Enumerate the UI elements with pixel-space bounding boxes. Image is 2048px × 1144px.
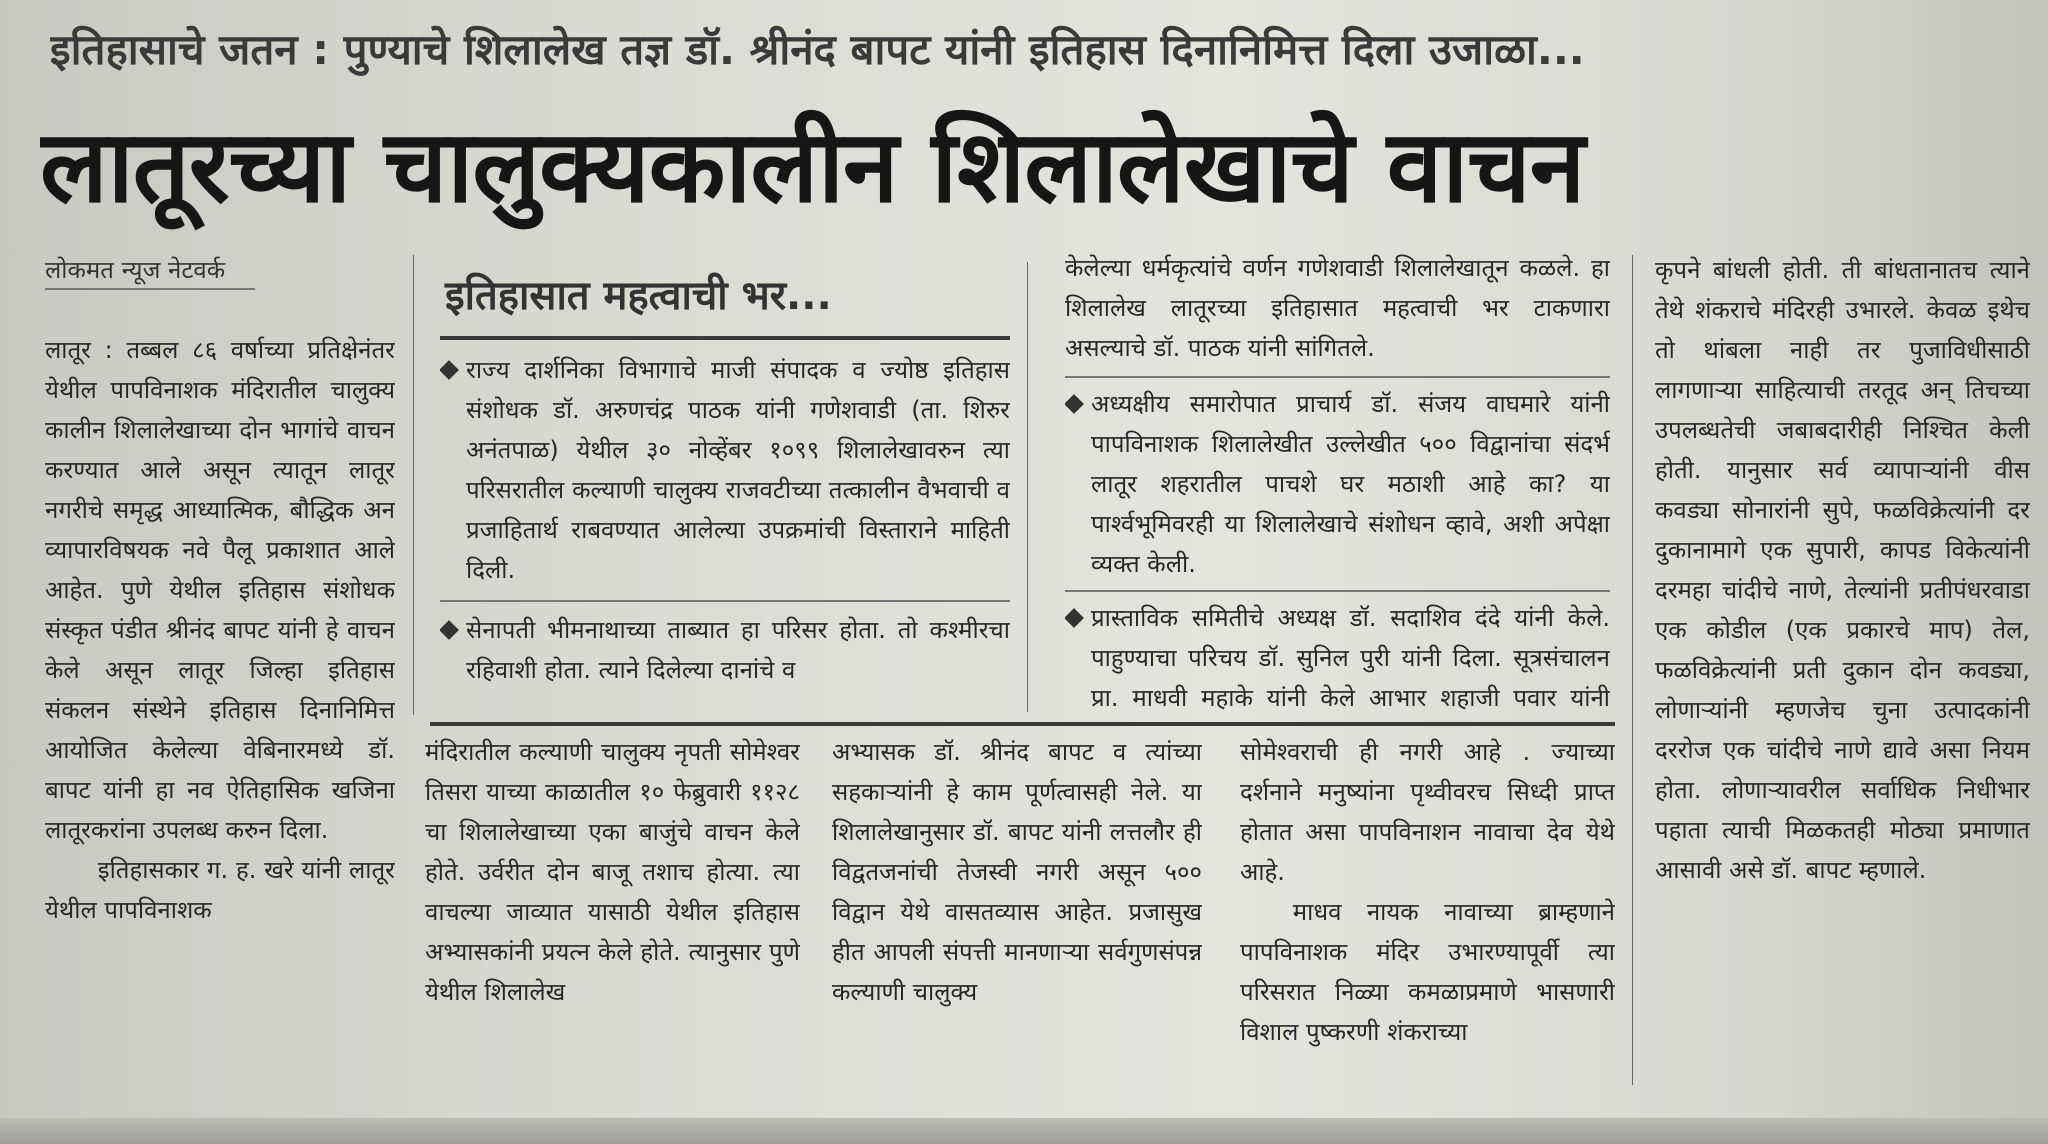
box-bottom-rule	[430, 722, 1615, 726]
box-center-divider	[1027, 262, 1028, 712]
column-2	[425, 732, 800, 1092]
column-5	[1655, 250, 2030, 1090]
column-1	[45, 330, 395, 1090]
column-5-paragraph: कृपने बांधली होती. ती बांधतानातच त्याने तेथे शंकराचे मंदिरही उभारले. केवळ इथेच तो थांबला नाही तर पुजाविधीसाठी लागणाऱ्या साहित्याची तरतूद अन् तिचच्या उपलब्धतेची जबाबदारीही निश्चित केली होती. यानुसार सर्व व्यापाऱ्यांनी वीस कवड्या सोनारांनी सुपे, फळविक्रेत्यांनी दर दुकानामागे एक सुपारी, कापड विकेत्यांनी दरमहा चांदीचे नाणे, तेल्यांनी प्रतीपंधरवाडा एक कोडील (एक प्रकारचे माप) तेल, फळविक्रेत्यांनी प्रती दुकान दोन कवड्या, लोणाऱ्यांनी म्हणजेच चुना उत्पादकांनी दररोज एक चांदीचे नाणे द्यावे असा नियम होता. लोणाऱ्यावरील सर्वाधिक निधीभार पहाता त्याची मिळकतही मोठ्या प्रमाणात आसावी असे डॉ. बापट म्हणाले.	[1655, 256, 2030, 884]
column-4-paragraph: सोमेश्वराची ही नगरी आहे . ज्याच्या दर्शनाने मनुष्यांना पृथ्वीवरच सिध्दी प्राप्त होतात असा पापविनाशन नावाचा देव येथे आहे.	[1240, 738, 1615, 886]
column-1-paragraph: इतिहासकार ग. ह. खरे यांनी लातूर येथील पापविनाशक	[45, 856, 395, 924]
diamond-bullet-icon	[1065, 394, 1084, 414]
article-kicker: इतिहासाचे जतन : पुण्याचे शिलालेख तज्ञ डॉ. श्रीनंद बापट यांनी इतिहास दिनानिमित्त दिला उजाळा...	[50, 25, 1585, 74]
column-divider	[413, 255, 414, 715]
box-item	[1065, 384, 1610, 584]
box-item-text: प्रास्ताविक समितीचे अध्यक्ष डॉ. सदाशिव दंदे यांनी केले. पाहुण्याचा परिचय डॉ. सुनिल पुरी यांनी दिला. सूत्रसंचालन प्रा. माधवी महाके यांनी केले आभार शहाजी पवार यांनी	[1091, 604, 1610, 712]
article-byline: लोकमत न्यूज नेटवर्क	[45, 256, 226, 284]
box-item	[440, 610, 1010, 690]
box-right-column	[1065, 248, 1610, 718]
box-title-rule	[440, 336, 1010, 340]
column-4	[1240, 732, 1615, 1092]
column-divider	[1632, 255, 1633, 1085]
byline-underline	[45, 288, 255, 290]
column-3-paragraph: अभ्यासक डॉ. श्रीनंद बापट व त्यांच्या सहकाऱ्यांनी हे काम पूर्णत्वासही नेले. या शिलालेखानुसार डॉ. बापट यांनी लत्तलौर ही विद्वतजनांची तेजस्वी नगरी असून ५०० विद्वान येथे वासतव्यास आहेत. प्रजासुख हीत आपली संपत्ती मानणाऱ्या सर्वगुणसंपन्न कल्याणी चालुक्य	[832, 738, 1202, 1006]
box-item-divider	[1065, 376, 1610, 378]
column-3	[832, 732, 1202, 1092]
box-item-divider	[1065, 590, 1610, 592]
column-2-paragraph: मंदिरातील कल्याणी चालुक्य नृपती सोमेश्वर तिसरा याच्या काळातील १० फेब्रुवारी ११२८ चा शिलालेखाच्या एका बाजुंचे वाचन केले होते. उर्वरीत दोन बाजू तशाच होत्या. त्या वाचल्या जाव्यात यासाठी येथील इतिहास अभ्यासकांनी प्रयत्न केले होते. त्यानुसार पुणे येथील शिलालेख	[425, 738, 800, 1006]
box-right-continuation: केलेल्या धर्मकृत्यांचे वर्णन गणेशवाडी शिलालेखातून कळले. हा शिलालेख लातूरच्या इतिहासात महत्वाची भर टाकणारा असल्याचे डॉ. पाठक यांनी सांगितले.	[1065, 254, 1610, 362]
box-item-text: अध्यक्षीय समारोपात प्राचार्य डॉ. संजय वाघमारे यांनी पापविनाशक शिलालेखीत उल्लेखीत ५०० विद्वानांचा संदर्भ लातूर शहरातील पाचशे घर मठाशी आहे का? या पार्श्वभूमिवरही या शिलालेखाचे संशोधन व्हावे, अशी अपेक्षा व्यक्त केली.	[1091, 390, 1610, 578]
box-title: इतिहासात महत्वाची भर...	[445, 273, 832, 319]
diamond-bullet-icon	[440, 360, 459, 380]
column-1-paragraph: लातूर : तब्बल ८६ वर्षाच्या प्रतिक्षेनंतर येथील पापविनाशक मंदिरातील चालुक्य कालीन शिलालेखाच्या दोन भागांचे वाचन करण्यात आले असून त्यातून लातूर नगरीचे समृद्ध आध्यात्मिक, बौद्धिक अन व्यापारविषयक नवे पैलू प्रकाशात आले आहेत. पुणे येथील इतिहास संशोधक संस्कृत पंडीत श्रीनंद बापट यांनी हे वाचन केले असून लातूर जिल्हा इतिहास संकलन संस्थेने इतिहास दिनानिमित्त आयोजित केलेल्या वेबिनारमध्ये डॉ. बापट यांनी हा नव ऐतिहासिक खजिना लातूरकरांना उपलब्ध करुन दिला.	[45, 336, 395, 844]
column-4-paragraph: माधव नायक नावाच्या ब्राम्हणाने पापविनाशक मंदिर उभारण्यापूर्वी त्या परिसरात निळ्या कमळाप्रमाणे भासणारी विशाल पुष्करणी शंकराच्या	[1240, 898, 1615, 1046]
page-fold-shadow	[0, 1118, 2048, 1144]
box-left-column	[440, 350, 1010, 710]
diamond-bullet-icon	[1065, 608, 1084, 628]
box-item-divider	[440, 600, 1010, 602]
box-item-text: सेनापती भीमनाथाच्या ताब्यात हा परिसर होता. तो कश्मीरचा रहिवाशी होता. त्याने दिलेल्या दानांचे व	[466, 616, 1010, 684]
box-item-text: राज्य दार्शनिका विभागाचे माजी संपादक व ज्योष्ठ इतिहास संशोधक डॉ. अरुणचंद्र पाठक यांनी गणेशवाडी (ता. शिरुर अनंतपाळ) येथील ३० नोव्हेंबर १०९९ शिलालेखावरुन त्या परिसरातील कल्याणी चालुक्य राजवटीच्या तत्कालीन वैभवाची व प्रजाहितार्थ राबवण्यात आलेल्या उपक्रमांची विस्ताराने माहिती दिली.	[466, 356, 1010, 584]
box-item	[1065, 598, 1610, 718]
box-item	[440, 350, 1010, 590]
diamond-bullet-icon	[440, 620, 459, 640]
article-headline: लातूरच्या चालुक्यकालीन शिलालेखाचे वाचन	[40, 108, 1585, 225]
